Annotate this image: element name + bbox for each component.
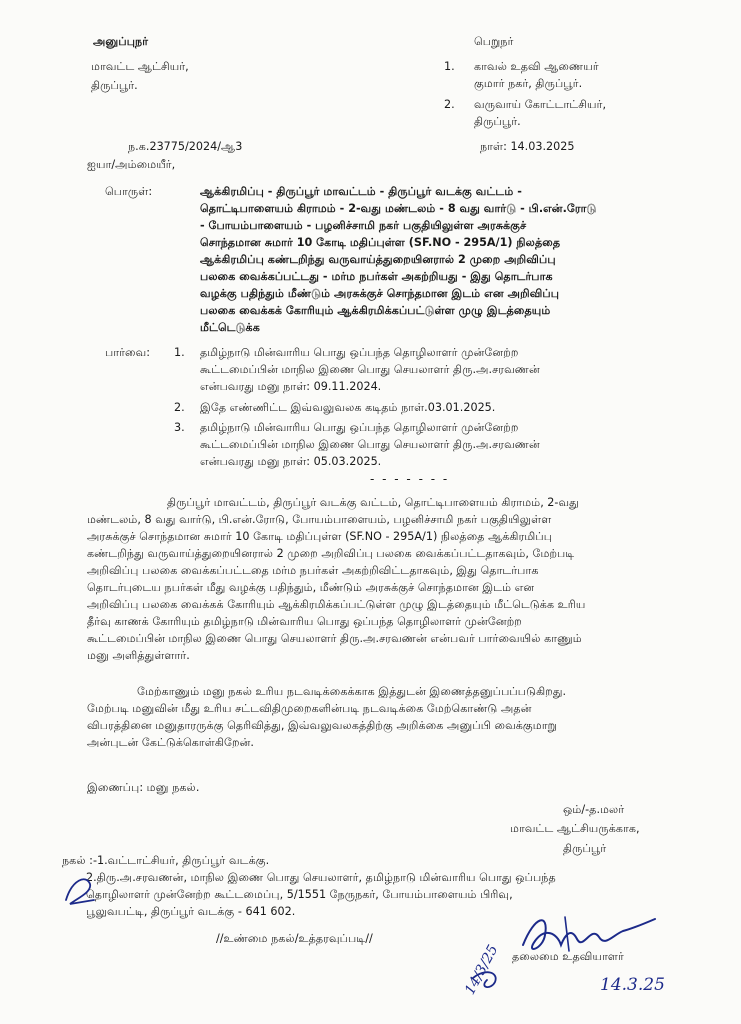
subject-text — [200, 183, 688, 336]
reference-3-text — [200, 419, 688, 470]
reference-2-num: 2. — [174, 401, 185, 414]
body-line: அறிவிப்பு பலகை வைக்கக் கோரியும் ஆக்கிரமிக்கப்பட்டுள்ள முழு இடத்தையும் மீட்டெடுக்க உரிய — [87, 598, 586, 611]
body-paragraph-1 — [87, 494, 697, 664]
signoff-name: ஒம்/-த.மலர் — [563, 803, 625, 816]
body-line: கண்டறிந்து வருவாய்த்துறையினரால் 2 முறை அறிவிப்பு பலகை வைக்கப்பட்டதாகவும், மேற்படி — [87, 547, 575, 560]
letter-date: நாள்: 14.03.2025 — [480, 140, 575, 153]
initial-date: 14/3/25 — [462, 942, 502, 998]
subject-line: - போயம்பாளையம் - பழனிச்சாமி நகர் பகுதியிலுள்ள அரசுக்குச் — [200, 219, 527, 232]
body-line: திருப்பூர் மாவட்டம், திருப்பூர் வடக்கு வட்டம், தொட்டிபாளையம் கிராமம், 2-வது — [167, 496, 579, 509]
recipient-1-line2: குமார் நகர், திருப்பூர். — [474, 77, 583, 90]
body-line: அன்புடன் கேட்டுக்கொள்கிறேன். — [87, 736, 254, 749]
recipient-1-line1: காவல் உதவி ஆணையர் — [474, 60, 599, 73]
reference-line: என்பவரது மனு நாள்: 09.11.2024. — [200, 380, 382, 393]
body-line: தீர்வு காணக் கோரியும் தமிழ்நாடு மின்வாரிய பொது ஒப்பந்த தொழிலாளர் முன்னேற்ற — [87, 615, 522, 628]
reference-1-num: 1. — [174, 346, 185, 359]
reference-line: கூட்டமைப்பின் மாநில இணை பொது செயலாளர் திரு.அ.சரவணன் — [200, 363, 540, 376]
body-line: மண்டலம், 8 வது வார்டு, பி.என்.ரோடு, போயம்பாளையம், பழனிச்சாமி நகர் பகுதியிலுள்ள — [87, 513, 552, 526]
signature-icon — [505, 905, 675, 965]
body-line: விபரத்தினை மனுதாரருக்கு தெரிவித்து, இவ்வலுவலகத்திற்கு அறிக்கை அனுப்பி வைக்குமாறு — [87, 719, 558, 732]
reference-line: தமிழ்நாடு மின்வாரிய பொது ஒப்பந்த தொழிலாளர் முன்னேற்ற — [200, 346, 519, 359]
body-line: மேற்படி மனுவின் மீது உரிய சட்டவிதிமுறைகளின்படி நடவடிக்கை மேற்கொண்டு அதன் — [87, 702, 532, 715]
copy-line: நகல் :-1.வட்டாட்சியர், திருப்பூர் வடக்கு. — [62, 854, 270, 867]
copy-line: தொழிலாளர் முன்னேற்ற கூட்டமைப்பு, 5/1551 நேருநகர், போயம்பாளையம் பிரிவு, — [86, 888, 513, 901]
subject-line: ஆக்கிரமிப்பு கண்டறிந்து வருவாய்த்துறையினரால் 2 முறை அறிவிப்பு — [200, 253, 556, 266]
head-assistant-designation: தலைமை உதவியாளர் — [512, 950, 624, 963]
signoff-designation: மாவட்ட ஆட்சியருக்காக, — [510, 822, 640, 835]
body-line: அரசுக்குச் சொந்தமான சுமார் 10 கோடி மதிப்புள்ள (SF.NO - 295A/1) நிலத்தை ஆக்கிரமிப்பு — [87, 530, 553, 543]
reference-1-text — [200, 344, 688, 395]
body-paragraph-2 — [87, 683, 697, 751]
handwritten-date: 14.3.25 — [600, 975, 665, 995]
subject-line: பலகை வைக்கப்பட்டது - மர்ம நபர்கள் அகற்றியது - இது தொடர்பாக — [200, 270, 553, 283]
sender-line1: மாவட்ட ஆட்சியர், — [91, 60, 189, 73]
subject-line: பலகை வைக்கக் கோரியும் ஆக்கிரமிக்கப்பட்டுள்ள முழு இடத்தையும் — [200, 304, 551, 317]
recipient-heading: பெறுநர் — [474, 35, 514, 48]
signoff-place: திருப்பூர் — [563, 842, 607, 855]
section-separator: - - - - - - - — [370, 472, 450, 486]
reference-line: தமிழ்நாடு மின்வாரிய பொது ஒப்பந்த தொழிலாளர் முன்னேற்ற — [200, 421, 519, 434]
subject-line: தொட்டிபாளையம் கிராமம் - 2-வது மண்டலம் - 8 வது வார்டு - பி.என்.ரோடு — [200, 202, 597, 215]
reference-line: கூட்டமைப்பின் மாநில இணை பொது செயலாளர் திரு.அ.சரவணன் — [200, 438, 540, 451]
subject-line: ஆக்கிரமிப்பு - திருப்பூர் மாவட்டம் - திருப்பூர் வடக்கு வட்டம் - — [200, 185, 522, 198]
recipient-2-line2: திருப்பூர். — [474, 115, 521, 128]
true-copy-note: //உண்மை நகல்/உத்தரவுப்படி// — [216, 932, 373, 945]
copy-line: பூலுவபட்டி, திருப்பூர் வடக்கு - 641 602. — [86, 905, 296, 918]
body-line: மனு அளித்துள்ளார். — [87, 649, 190, 662]
sender-heading: அனுப்புநர் — [93, 35, 149, 48]
subject-line: சொந்தமான சுமார் 10 கோடி மதிப்புள்ள (SF.NO - 295A/1) நிலத்தை — [200, 236, 561, 249]
recipient-2-line1: வருவாய் கோட்டாட்சியர், — [474, 98, 607, 111]
subject-label: பொருள்: — [105, 185, 153, 198]
recipient-2-num: 2. — [444, 98, 455, 111]
recipient-1-num: 1. — [444, 60, 455, 73]
references-label: பார்வை: — [105, 346, 151, 359]
reference-3-num: 3. — [174, 421, 185, 434]
reference-2-text: இதே எண்ணிட்ட இவ்வலுவலக கடிதம் நாள்.03.01.2025. — [200, 401, 496, 414]
sender-line2: திருப்பூர். — [91, 79, 138, 92]
pen-mark-icon — [60, 870, 100, 910]
reference-line: என்பவரது மனு நாள்: 05.03.2025. — [200, 455, 382, 468]
enclosure: இணைப்பு: மனு நகல். — [87, 781, 200, 794]
copy-line: 2.திரு.அ.சரவணன், மாநில இணை பொது செயலாளர், தமிழ்நாடு மின்வாரிய பொது ஒப்பந்த — [86, 871, 556, 884]
body-line: மேற்காணும் மனு நகல் உரிய நடவடிக்கைக்காக இத்துடன் இணைத்தனுப்பப்படுகிறது. — [137, 685, 567, 698]
reference-number: ந.க.23775/2024/ஆ3 — [128, 140, 243, 153]
body-line: தொடர்புடைய நபர்கள் மீது வழக்கு பதிந்தும், மீண்டும் அரசுக்குச் சொந்தமான இடம் என — [87, 581, 535, 594]
body-line: அறிவிப்பு பலகை வைக்கப்பட்டதை மர்ம நபர்கள் அகற்றிவிட்டதாகவும், இது தொடர்பாக — [87, 564, 539, 577]
subject-line: வழக்கு பதிந்தும் மீண்டும் அரசுக்குச் சொந்தமான இடம் என அறிவிப்பு — [200, 287, 560, 300]
salutation: ஐயா/அம்மையீர், — [87, 158, 176, 171]
body-line: கூட்டமைப்பின் மாநில இணை பொது செயலாளர் திரு.அ.சரவணன் என்பவர் பார்வையில் காணும் — [87, 632, 582, 645]
subject-line: மீட்டெடுக்க — [200, 321, 260, 334]
